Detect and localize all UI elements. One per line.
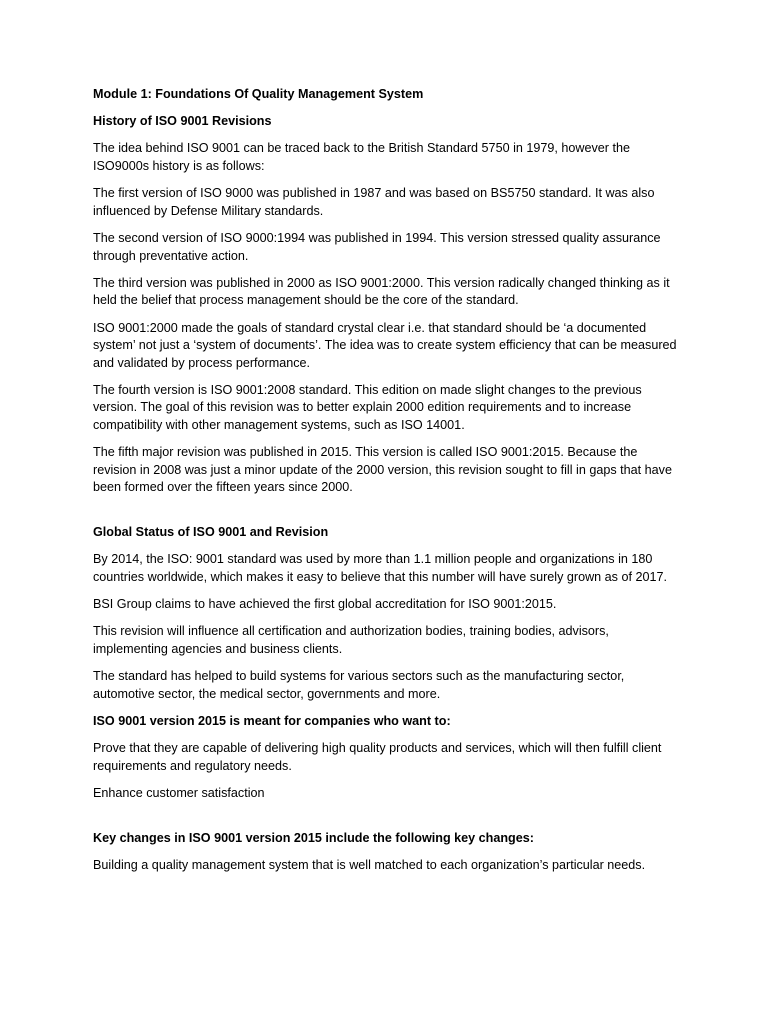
- module-heading: Module 1: Foundations Of Quality Management System: [93, 87, 424, 101]
- global-paragraph: The standard has helped to build systems for various sectors such as the manufacturing sector, automotive sector, the medical sector, governments and more.: [93, 669, 625, 701]
- key-changes-heading: Key changes in ISO 9001 version 2015 include the following key changes:: [93, 830, 534, 845]
- blank-line: [93, 812, 678, 830]
- meant-for-paragraph: Prove that they are capable of delivering high quality products and services, which will then fulfill client requirements and regulatory needs.: [93, 741, 662, 773]
- history-heading: History of ISO 9001 Revisions: [93, 114, 272, 129]
- key-changes-paragraph: Building a quality management system that is well matched to each organization’s particular needs.: [93, 857, 646, 872]
- global-paragraph: By 2014, the ISO: 9001 standard was used by more than 1.1 million people and organizations in 180 countries worldwide, which makes it easy to believe that this number will have surely grown as of 2017.: [93, 552, 667, 584]
- history-paragraph: The second version of ISO 9000:1994 was published in 1994. This version stressed quality assurance through preventative action.: [93, 230, 661, 263]
- history-paragraph: The third version was published in 2000 as ISO 9001:2000. This version radically changed thinking as it held the belief that process management should be the core of the standard.: [93, 275, 670, 308]
- global-paragraph: This revision will influence all certification and authorization bodies, training bodies, advisors, implementing agencies and business clients.: [93, 624, 609, 656]
- document-page: [93, 86, 678, 884]
- history-paragraph: The fifth major revision was published in 2015. This version is called ISO 9001:2015. Because the revision in 2008 was just a minor update of the 2000 version, this revision sought to fill in gaps that have been formed over the fifteen years since 2000.: [93, 445, 672, 495]
- history-paragraph: The idea behind ISO 9001 can be traced back to the British Standard 5750 in 1979, however the ISO9000s history is as follows:: [93, 141, 630, 173]
- history-paragraph: The first version of ISO 9000 was published in 1987 and was based on BS5750 standard. It was also influenced by Defense Military standards.: [93, 186, 655, 218]
- meant-for-paragraph: Enhance customer satisfaction: [93, 785, 265, 800]
- blank-line: [93, 507, 678, 525]
- meant-for-heading: ISO 9001 version 2015 is meant for companies who want to:: [93, 713, 451, 728]
- global-paragraph: BSI Group claims to have achieved the first global accreditation for ISO 9001:2015.: [93, 597, 557, 612]
- global-status-heading: Global Status of ISO 9001 and Revision: [93, 525, 329, 540]
- history-paragraph: ISO 9001:2000 made the goals of standard crystal clear i.e. that standard should be ‘a documented system’ not just a ‘system of documents’. The idea was to create system efficiency that can be measured and validated by process performance.: [93, 320, 677, 370]
- history-paragraph: The fourth version is ISO 9001:2008 standard. This edition on made slight changes to the previous version. The goal of this revision was to better explain 2000 edition requirements and to increase compatibility with other management systems, such as ISO 14001.: [93, 382, 642, 433]
